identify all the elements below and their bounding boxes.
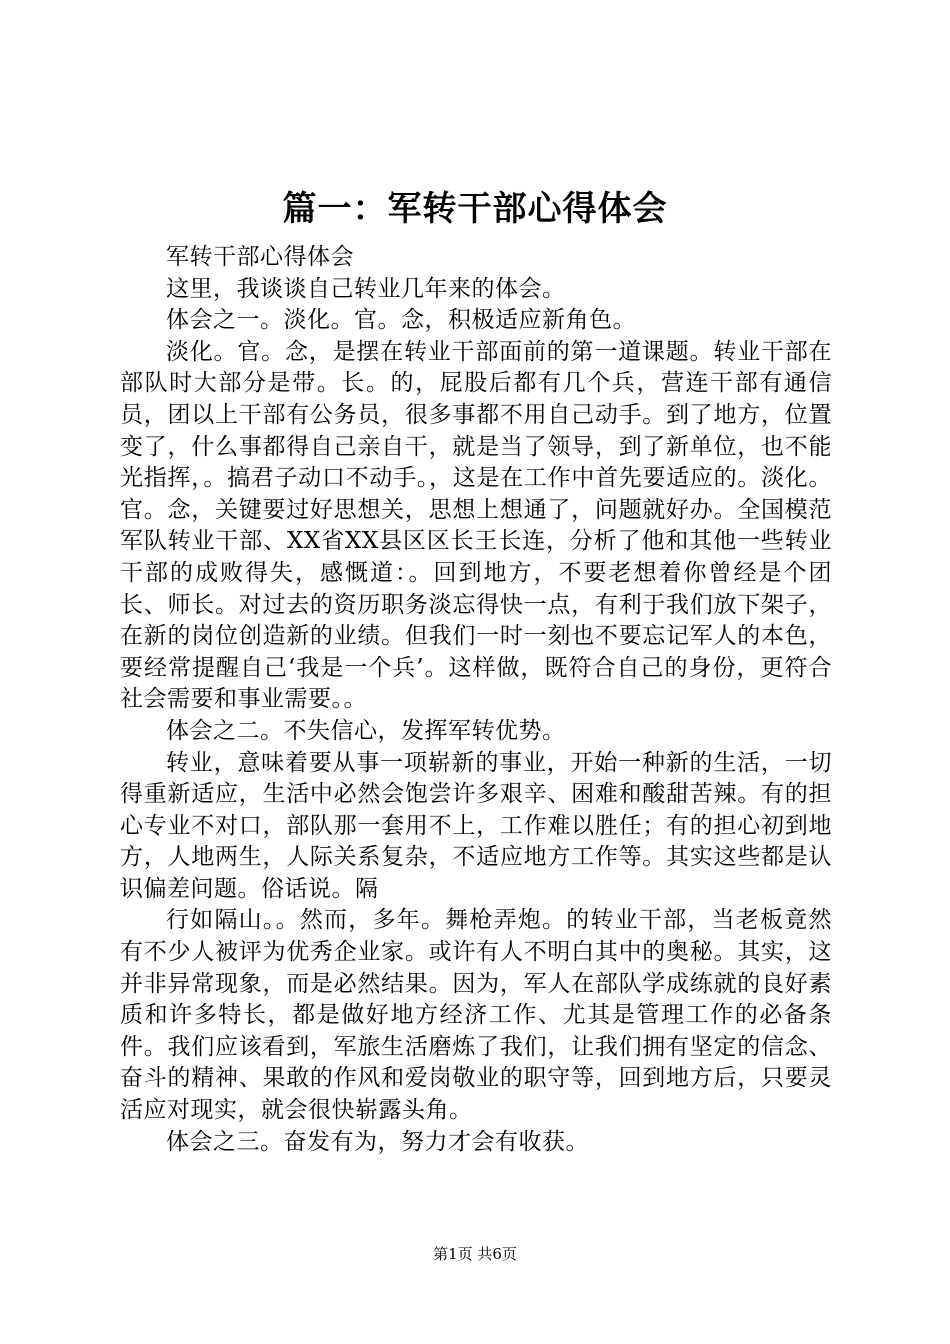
paragraph-section-one-body: 淡化。官。念，是摆在转业干部面前的第一道课题。转业干部在部队时大部分是带。长。的，屁股后都有几个兵，营连干部有通信员，团以上干部有公务员，很多事都不用自己动手。到了地方，位置变了，什么事都得自己亲自干，就是当了领导，到了新单位，也不能光指挥，。搞君子动口不动手。，这是在工作中首先要适应的。淡化。官。念，关键要过好思想关，思想上想通了，问题就好办。全国模范军队转业干部、XX省XX县区区长王长连，分析了他和其他一些转业干部的成败得失，感慨道：。回到地方，不要老想着你曾经是个团长、师长。对过去的资历职务淡忘得快一点，有利于我们放下架子，在新的岗位创造新的业绩。但我们一时一刻也不要忘记军人的本色，要经常提醒自己‘我是一个兵’。这样做，既符合自己的身份，更符合社会需要和事业需要。。: [120, 338, 832, 713]
paragraph-section-two-body: 转业，意味着要从事一项崭新的事业，开始一种新的生活，一切得重新适应，生活中必然会饱尝许多艰辛、困难和酸甜苦辣。有的担心专业不对口，部队那一套用不上，工作难以胜任；有的担心初到地方，人地两生，人际关系复杂，不适应地方工作等。其实这些都是认识偏差问题。俗话说。隔: [120, 749, 832, 902]
paragraph-intro: 这里，我谈谈自己转业几年来的体会。: [166, 275, 566, 302]
paragraph-section-three-heading: 体会之三。奋发有为，努力才会有收获。: [166, 1128, 589, 1155]
document-title: 篇一：军转干部心得体会: [282, 189, 668, 229]
paragraph-section-two-heading: 体会之二。不失信心，发挥军转优势。: [166, 717, 566, 744]
paragraph-heading: 军转干部心得体会: [166, 244, 354, 270]
document-body: [120, 242, 832, 1158]
page-number-footer: 第1页 共6页: [433, 1245, 517, 1263]
paragraph-section-two-continued: 行如隔山。。然而，多年。舞枪弄炮。的转业干部，当老板竟然有不少人被评为优秀企业家。或许有人不明白其中的奥秘。其实，这并非异常现象，而是必然结果。因为，军人在部队学成练就的良好素质和许多特长，都是做好地方经济工作、尤其是管理工作的必备条件。我们应该看到，军旅生活磨炼了我们，让我们拥有坚定的信念、奋斗的精神、果敢的作风和爱岗敬业的职守等，回到地方后，只要灵活应对现实，就会很快崭露头角。: [120, 907, 832, 1124]
paragraph-section-one-heading: 体会之一。淡化。官。念，积极适应新角色。: [166, 307, 636, 334]
